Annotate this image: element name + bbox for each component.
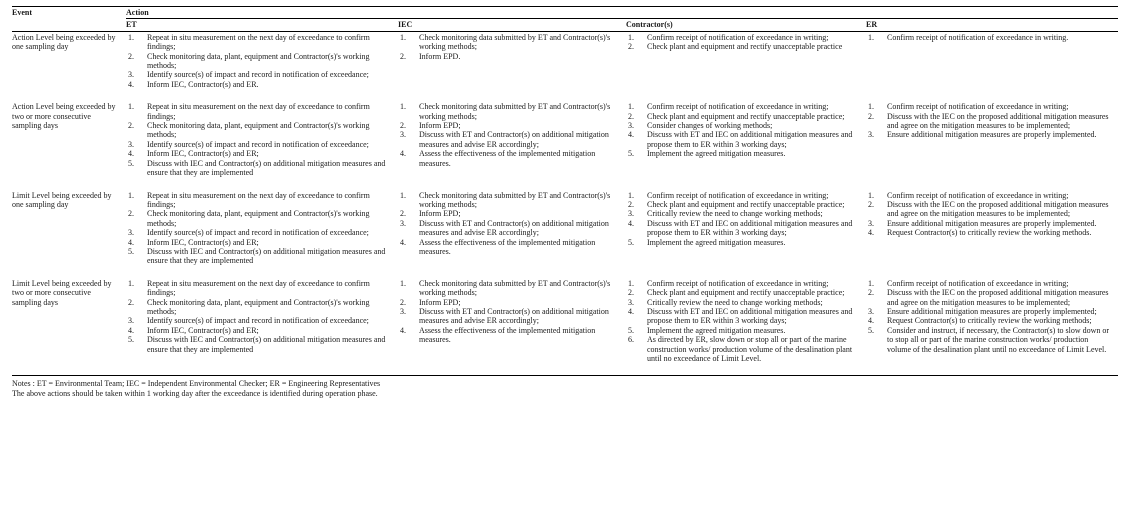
iec-actions-cell <box>398 278 626 376</box>
action-item: Inform IEC, Contractor(s) and ER. <box>147 79 259 89</box>
iec-action-list <box>398 102 618 168</box>
column-header-er: ER <box>866 19 1118 31</box>
action-item: Check monitoring data, plant, equipment and Contractor(s)'s working methods; <box>147 209 370 228</box>
action-item: Discuss with ET and Contractor(s) on additional mitigation measures and advise ER accordingly; <box>419 130 609 149</box>
et-action-list <box>126 33 390 89</box>
contractor-action-list <box>626 279 858 364</box>
notes-abbreviations-line: Notes : ET = Environmental Team; IEC = Independent Environmental Checker; ER = Engineering Representatives <box>12 379 381 389</box>
iec-action-list <box>398 191 618 257</box>
action-item: Critically review the need to change working methods; <box>647 297 823 307</box>
et-action-list <box>126 279 390 354</box>
action-item: Confirm receipt of notification of exceedance in writing. <box>887 32 1069 42</box>
action-item: Confirm receipt of notification of exceedance in writing; <box>647 32 829 42</box>
action-item: Check monitoring data submitted by ET and Contractor(s)'s working methods; <box>419 278 611 298</box>
contractor-actions-cell <box>626 31 866 101</box>
iec-actions-cell <box>398 101 626 189</box>
er-actions-cell <box>866 101 1118 189</box>
action-item: Implement the agreed mitigation measures. <box>647 237 786 247</box>
action-item: Discuss with the IEC on the proposed additional mitigation measures and agree on the mitigation measures to be implemented; <box>887 288 1109 307</box>
column-header-iec: IEC <box>398 19 626 31</box>
action-item: Confirm receipt of notification of exceedance in writing; <box>887 102 1069 112</box>
notes-timing-line: The above actions should be taken within 1 working day after the exceedance is identified during operation phase. <box>12 389 378 399</box>
action-item: Repeat in situ measurement on the next day of exceedance to confirm findings; <box>147 102 370 121</box>
action-item: Identify source(s) of impact and record in notification of exceedance; <box>147 316 369 326</box>
er-action-list <box>866 191 1110 238</box>
action-item: Identify source(s) of impact and record in notification of exceedance; <box>147 70 369 80</box>
action-item: Confirm receipt of notification of exceedance in writing; <box>887 190 1069 200</box>
table-row-action-level-one-day <box>12 31 1118 101</box>
table-header <box>12 7 1118 32</box>
table-row-limit-level-one-day <box>12 190 1118 278</box>
et-actions-cell <box>126 31 398 101</box>
action-item: Assess the effectiveness of the implemented mitigation measures. <box>419 237 596 256</box>
et-actions-cell <box>126 101 398 189</box>
event-cell: Action Level being exceeded by one sampling day <box>12 32 116 52</box>
action-item: Discuss with the IEC on the proposed additional mitigation measures and agree on the mitigation measures to be implemented; <box>887 111 1109 131</box>
column-header-et: ET <box>126 19 398 31</box>
action-item: Request Contractor(s) to critically review the working methods. <box>887 228 1092 238</box>
et-actions-cell <box>126 278 398 376</box>
et-action-list <box>126 102 390 177</box>
action-item: Check monitoring data, plant, equipment and Contractor(s)'s working methods; <box>147 297 370 316</box>
et-actions-cell <box>126 190 398 278</box>
action-item: Discuss with IEC and Contractor(s) on additional mitigation measures and ensure that they are implemented <box>147 335 386 354</box>
contractor-actions-cell <box>626 101 866 189</box>
action-item: As directed by ER, slow down or stop all or part of the marine construction works/ production volume of the desalination plant until no exceedance of Limit Level. <box>647 335 853 363</box>
action-item: Inform EPD; <box>419 121 461 131</box>
table-row-limit-level-consecutive-days <box>12 278 1118 376</box>
action-item: Ensure additional mitigation measures are properly implemented; <box>887 306 1097 316</box>
action-item: Discuss with ET and Contractor(s) on additional mitigation measures and advise ER accordingly; <box>419 306 609 326</box>
action-item: Check plant and equipment and rectify unacceptable practice <box>647 42 843 52</box>
action-item: Check plant and equipment and rectify unacceptable practice; <box>647 199 845 209</box>
header-row-group <box>12 7 1118 19</box>
footnotes <box>12 379 1118 399</box>
er-actions-cell <box>866 278 1118 376</box>
action-item: Check plant and equipment and rectify unacceptable practice; <box>647 111 845 121</box>
action-item: Assess the effectiveness of the implemented mitigation measures. <box>419 149 596 168</box>
action-item: Identify source(s) of impact and record in notification of exceedance; <box>147 139 369 149</box>
action-item: Implement the agreed mitigation measures. <box>647 325 786 335</box>
action-item: Check monitoring data submitted by ET and Contractor(s)'s working methods; <box>419 102 611 121</box>
contractor-actions-cell <box>626 278 866 376</box>
contractor-action-list <box>626 33 858 52</box>
action-item: Discuss with ET and Contractor(s) on additional mitigation measures and advise ER accordingly; <box>419 218 609 238</box>
action-item: Check monitoring data, plant, equipment and Contractor(s)'s working methods; <box>147 51 370 71</box>
action-item: Consider and instruct, if necessary, the Contractor(s) to slow down or to stop all or part of the marine construction works/ production volume of the desalination plant until no exceedance of Limit Level. <box>887 325 1110 354</box>
header-row-subcolumns <box>12 19 1118 31</box>
action-item: Check monitoring data, plant, equipment and Contractor(s)'s working methods; <box>147 121 370 140</box>
iec-action-list <box>398 279 618 345</box>
action-item: Check plant and equipment and rectify unacceptable practice; <box>647 288 845 298</box>
iec-action-list <box>398 33 618 61</box>
action-item: Discuss with ET and IEC on additional mitigation measures and propose them to ER within 3 working days; <box>647 130 853 149</box>
action-item: Check monitoring data submitted by ET and Contractor(s)'s working methods; <box>419 32 611 52</box>
er-actions-cell <box>866 190 1118 278</box>
action-item: Request Contractor(s) to critically review the working methods; <box>887 316 1092 326</box>
action-item: Assess the effectiveness of the implemented mitigation measures. <box>419 325 596 345</box>
action-item: Discuss with ET and IEC on additional mitigation measures and propose them to ER within 3 working days; <box>647 306 853 326</box>
contractor-action-list <box>626 191 858 247</box>
action-column-group-header: Action <box>126 7 1118 19</box>
action-item: Confirm receipt of notification of exceedance in writing; <box>887 278 1069 288</box>
event-cell: Limit Level being exceeded by one sampling day <box>12 190 112 209</box>
action-item: Confirm receipt of notification of exceedance in writing; <box>647 278 829 288</box>
iec-actions-cell <box>398 31 626 101</box>
column-header-contractor: Contractor(s) <box>626 19 866 31</box>
event-cell: Action Level being exceeded by two or more consecutive sampling days <box>12 102 116 131</box>
action-item: Repeat in situ measurement on the next day of exceedance to confirm findings; <box>147 190 370 209</box>
action-item: Ensure additional mitigation measures are properly implemented. <box>887 130 1097 140</box>
event-column-header: Event <box>12 7 126 32</box>
action-item: Check monitoring data submitted by ET and Contractor(s)'s working methods; <box>419 190 611 209</box>
iec-actions-cell <box>398 190 626 278</box>
table-row-action-level-consecutive-days <box>12 101 1118 189</box>
contractor-action-list <box>626 102 858 158</box>
action-item: Inform EPD. <box>419 51 461 61</box>
er-actions-cell <box>866 31 1118 101</box>
er-action-list <box>866 33 1110 42</box>
action-item: Discuss with IEC and Contractor(s) on additional mitigation measures and ensure that they are implemented <box>147 158 386 178</box>
action-item: Confirm receipt of notification of exceedance in writing; <box>647 190 829 200</box>
event-cell: Limit Level being exceeded by two or more consecutive sampling days <box>12 278 112 307</box>
er-action-list <box>866 279 1110 354</box>
action-item: Discuss with the IEC on the proposed additional mitigation measures and agree on the mitigation measures to be implemented; <box>887 199 1109 219</box>
table-body <box>12 31 1118 376</box>
event-action-plan-table <box>12 6 1118 376</box>
action-item: Critically review the need to change working methods; <box>647 209 823 219</box>
action-item: Inform EPD; <box>419 209 461 219</box>
action-item: Identify source(s) of impact and record in notification of exceedance; <box>147 228 369 238</box>
action-item: Confirm receipt of notification of exceedance in writing; <box>647 102 829 112</box>
action-item: Consider changes of working methods; <box>647 121 773 131</box>
er-action-list <box>866 102 1110 140</box>
et-action-list <box>126 191 390 266</box>
action-item: Ensure additional mitigation measures are properly implemented. <box>887 218 1097 228</box>
action-item: Inform IEC, Contractor(s) and ER; <box>147 325 259 335</box>
action-item: Repeat in situ measurement on the next day of exceedance to confirm findings; <box>147 32 370 52</box>
action-item: Inform IEC, Contractor(s) and ER; <box>147 237 259 247</box>
action-item: Discuss with ET and IEC on additional mitigation measures and propose them to ER within 3 working days; <box>647 218 853 238</box>
action-item: Inform IEC, Contractor(s) and ER; <box>147 149 259 159</box>
action-item: Implement the agreed mitigation measures. <box>647 149 786 159</box>
action-item: Inform EPD; <box>419 297 461 307</box>
action-item: Repeat in situ measurement on the next day of exceedance to confirm findings; <box>147 278 370 298</box>
contractor-actions-cell <box>626 190 866 278</box>
action-item: Discuss with IEC and Contractor(s) on additional mitigation measures and ensure that they are implemented <box>147 246 386 266</box>
